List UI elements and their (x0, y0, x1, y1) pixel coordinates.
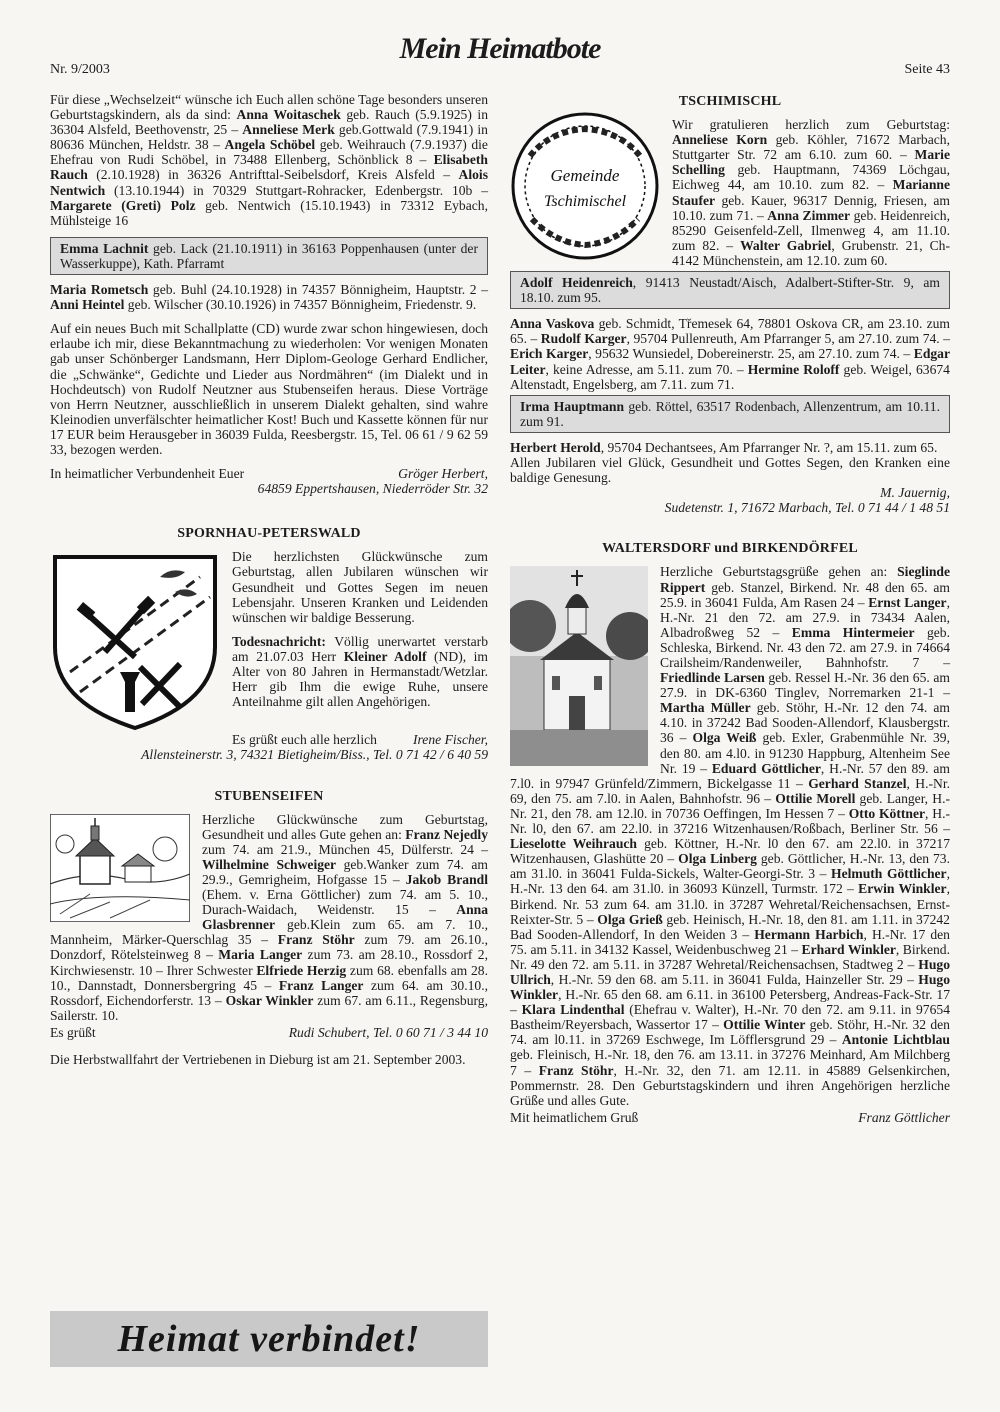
book-announcement: Auf ein neues Buch mit Schallplatte (CD) wurde zwar schon hingewiesen, doch erlaube ich mir, diese Bekanntmachung zu wiederholen: Vor wenigen Monaten gab unser Schönberger Landsmann, Herr Diplom-Geologe Gerhard Endlicher, die „Schwänke“, Gedichte und Lieder aus Nordmähren“ (im Dialekt und in Hochdeutsch) von Rudolf Neutzner aus Stubenseifen heraus. Diese Vorträge von Herrn Neutzner, ausschließlich in unserem Dialekt gehalten, sind wahre Kleinodien unverfälschter heimatlicher Kost! Buch und Kassette können für nur 17 EUR beim Herausgeber in 36039 Fulda, Reesbergstr. 15, Tel. 06 61 / 9 62 59 33, bezogen werden. (50, 321, 488, 457)
signature-fischer: Es grüßt euch alle herzlich Irene Fischer, Allensteinerstr. 3, 74321 Bietigheim/Biss., Tel. 0 71 42 / 6 40 59 (141, 732, 488, 763)
stubenseifen-birthdays: Herzliche Glückwünsche zum Geburtstag, Gesundheit und alles Gute gehen an: Franz Nejedly zum 74. am 21.9., München 45, Dülferstr. 24 – Wilhelmine Schweiger geb.Wanker zum 74. am 29.9., Gemrigheim, Hofgasse 15 – Jakob Brandl (Ehem. v. Erna Göttlicher) zum 74. am 5. 10., Durach-Waidach, Weidenstr. 15 – Anna Glasbrenner geb.Klein zum 65. am 7. 10., Mannheim, Märker-Querschlag 35 – Franz Stöhr zum 79. am 26.10., Donzdorf, Rötelsteinweg 8 – Maria Langer zum 73. am 28.10., Rossdorf 2, Kirchwiesenstr. 10 – Ihrer Schwester Elfriede Herzig zum 68. ebenfalls am 28. 10., Dannstadt, Donnersbergring 45 – Franz Langer zum 64. am 30.10., Rossdorf, Eichendorferstr. 13 – Oskar Winkler zum 67. am 6.11., Regensburg, Sailerstr. 10. (50, 811, 489, 1023)
signature-groeger: In heimatlicher Verbundenheit Euer Gröger Herbert, 64859 Eppertshausen, Niederröder Str. 32 (50, 466, 488, 497)
page-header (50, 30, 950, 82)
signature-goettlicher: Mit heimatlichem Gruß Franz Göttlicher (510, 1109, 950, 1125)
heimat-verbindet-banner: Heimat verbindet! (50, 1311, 488, 1367)
highlight-box-emma-lachnit: Emma Lachnit geb. Lack (21.10.1911) in 36163 Poppenhausen (unter der Wasserkuppe), Kath. Pfarramt (50, 237, 488, 275)
coat-of-arms-image (50, 552, 220, 732)
spornhau-death-notice: Todesnachricht: Völlig unerwartet verstarb am 21.07.03 Herr Kleiner Adolf (ND), im Alter von 80 Jahren in Hermanstadt/Wetzlar. Herr gib Ihm die ewige Ruhe, unsere Anteilnahme gilt allen Angehörigen. (232, 633, 488, 710)
highlight-box-adolf-heidenreich: Adolf Heidenreich, 91413 Neustadt/Aisch, Adalbert-Stifter-Str. 9, am 18.10. zum 95. (510, 271, 950, 309)
section-title-stubenseifen: STUBENSEIFEN (214, 788, 324, 804)
tschimischl-closing: Allen Jubilaren viel Glück, Gesundheit und Gottes Segen, den Kranken eine baldige Genesung. (510, 454, 950, 486)
tschimischl-birthdays-2: Anna Vaskova geb. Schmidt, Třemesek 64, 78801 Oskova CR, am 23.10. zum 65. – Rudolf Karger, 95704 Pullenreuth, Am Pfarranger 5, am 27.10. zum 74. – Erich Karger, 95632 Wunsiedel, Dobereinerstr. 25, am 27.10. zum 74. – Edgar Leiter, keine Adresse, am 5.11. zum 70. – Hermine Roloff geb. Weigel, 63674 Altenstadt, Engelsberg, am 7.11. zum 71. (510, 316, 951, 392)
highlight-box-irma-hauptmann: Irma Hauptmann geb. Röttel, 63517 Rodenbach, Allenzentrum, am 10.11. zum 91. (510, 395, 950, 433)
birthdays-boennigheim: Maria Rometsch geb. Buhl (24.10.1928) in 74357 Bönnigheim, Hauptstr. 2 – Anni Heintel geb. Wilscher (30.10.1926) in 74357 Bönnigheim, Friedenstr. 9. (50, 282, 489, 313)
left-column (50, 92, 488, 1076)
section-title-waltersdorf: WALTERSDORF und BIRKENDÖRFEL (602, 541, 858, 557)
pilgrimage-notice: Die Herbstwallfahrt der Vertriebenen in Dieburg ist am 21. September 2003. (50, 1052, 466, 1068)
chapel-photo (510, 566, 648, 766)
seal-word-gemeinde: Gemeinde (550, 166, 620, 186)
tschimischl-birthdays-3: Herbert Herold, 95704 Dechantsees, Am Pfarranger Nr. ?, am 15.11. zum 65. (510, 439, 938, 455)
waltersdorf-birthdays: Herzliche Geburtstagsgrüße gehen an: Sieglinde Rippert geb. Stanzel, Birkend. Nr. 48 den 65. am 25.9. in 36041 Fulda, Am Rasen 24 – Ernst Langer, H.-Nr. 21 den 72. am 27.9. in 73434 Aalen, Albadroßweg 52 – Emma Hintermeier geb. Schleska, Birkend. Nr. 43 den 72. am 27.9. in 74664 Crailsheim/Randenweiler, Bahnhofstr. 7 – Friedlinde Larsen geb. Ressel H.-Nr. 36 den 65. am 27.9. in DK-6360 Tinglev, Norremarken 21-1 – Martha Müller geb. Stöhr, H.-Nr. 12 den 74. am 4.10. in 37242 Bad Sooden-Allendorf, Klausbergstr. 36 – Olga Weiß geb. Exler, Grabenmühle Nr. 39, den 80. am 4.l0. in 91230 Happburg, Altenheim See Nr. 19 – Eduard Göttlicher, H.-Nr. 57 den 89. am 7.l0. in 97947 Grünfeld/Zimmern, Bickelgasse 11 – Gerhard Stanzel, H.-Nr. 69, den 75. am 7.l0. in Aalen, Bahnhofstr. 96 – Ottilie Morell geb. Langer, H.-Nr. 21, den 78. am 12.l0. in 70736 Oeffingen, Im Hessen 7 – Otto Köttner, H.-Nr. l0, den 67. am 22.l0. in 37216 Witzenhausen/Roßbach, Berliner Str. 56 – Lieselotte Weihrauch geb. Köttner, H.-Nr. l0 den 67. am 22.l0. in 37217 Witzenhausen, Glashütte 20 – Olga Linberg geb. Göttlicher, H.-Nr. 13, den 73. am 31.l0. in 36041 Fulda-Sickels, Walter-Georgi-Str. 3 – Helmuth Göttlicher, H.-Nr. 13 den 64. am 31.l0. in 36093 Künzell, Turmstr. 172 – Erwin Winkler, Birkend. Nr. 53 zum 64. am 31.l0. in 37287 Wehretal/Reichensachsen, Ernst-Reixter-Str. 5 – Olga Grieß geb. Heinisch, H.-Nr. 18, den 81. am 1.11. in 37242 Bad Sooden-Allendorf, In den Weiden 3 – Hermann Harbich, H.-Nr. 17 den 75. am 5.11. in 34132 Kassel, Weidenbuschweg 21 – Erhard Winkler, Birkend. Nr. 49 den 72. am 5.11. in 37287 Wehretal/Reichensachsen, Stadtweg 2 – Hugo Ullrich, H.-Nr. 59 den 68. am 5.11. in 36041 Fulda, Hainzeller Str. 29 – Hugo Winkler, H.-Nr. 65 den 68. am 6.11. in 36100 Petersberg, Andreas-Fack-Str. 17 – Klara Lindenthal (Ehefrau v. Walter), H.-Nr. 70 den 72. am 9.11. in 97654 Bastheim/Reyersbach, Wassertor 17 – Ottilie Winter geb. Stöhr, H.-Nr. 32 den 74. am l0.11. in 37269 Eschwege, Im Löfflersgrund 29 – Antonie Lichtblau geb. Fleinisch, H.-Nr. 18, den 76. am 13.11. in 37276 Meinhard, Am Milchberg 7 – Franz Stöhr, H.-Nr. 32, den 71. am 12.11. in 45889 Gelsenkirchen, Pommernstr. 28. Den Geburtstagskindern und ihren Angehörigen herzliche Grüße und alles Gute. (510, 564, 951, 1108)
masthead-logo: Mein Heimatbote (399, 32, 601, 65)
signature-jauernig: M. Jauernig, Sudetenstr. 1, 71672 Marbach, Tel. 0 71 44 / 1 48 51 (664, 485, 950, 516)
right-column (510, 92, 950, 1125)
seal-word-tschimischel: Tschimischel (543, 193, 627, 211)
gemeinde-tschimischel-seal (510, 111, 660, 261)
issue-number: Nr. 9/2003 (50, 62, 110, 77)
signature-schubert: Es grüßt Rudi Schubert, Tel. 0 60 71 / 3 44 10 (50, 1024, 488, 1040)
section-title-tschimischl: TSCHIMISCHL (678, 94, 782, 109)
section-title-spornhau: SPORNHAU-PETERSWALD (177, 526, 361, 542)
page-number: Seite 43 (904, 62, 950, 77)
village-sketch-image (50, 814, 190, 922)
intro-birthdays: Für diese „Wechselzeit“ wünsche ich Euch allen schöne Tage besonders unseren Geburtstagskindern, als da sind: Anna Woitaschek geb. Rauch (5.9.1925) in 36304 Alsfeld, Beethovenstr, 25 – Anneliese Merk geb.Gottwald (7.9.1941) in 80636 München, Heldstr. 38 – Angela Schöbel geb. Weihrauch (7.9.1937) die Ehefrau von Rudi Schöbel, in 73488 Ellenberg, Schönblick 8 – Elisabeth Rauch (2.10.1928) in 36326 Antrifttal-Seibelsdorf, Kreis Alsfeld – Alois Nentwich (13.10.1944) in 70329 Stuttgart-Rohracker, Edenbergstr. 10b – Margarete (Greti) Polz geb. Nentwich (15.10.1943) in 73312 Eybach, Mühlsteige 16 (50, 92, 488, 228)
tschimischl-birthdays: Wir gratulieren herzlich zum Geburtstag: Anneliese Korn geb. Köhler, 71672 Marbach, Stuttgarter Str. 72 am 6.10. zum 60. – Marie Schelling geb. Hauptmann, 74369 Löchgau, Eichweg 44, am 10.10. zum 82. – Marianne Staufer geb. Kauer, 96317 Dennig, Friesen, am 10.10. zum 71. – Anna Zimmer geb. Heidenreich, 85290 Geisenfeld-Zell, Ilmenweg 4, am 11.10. zum 82. – Walter Gabriel, Grubenstr. 21, Ch-4142 Münchenstein, am 12.10. zum 60. (672, 117, 950, 268)
spornhau-wishes: Die herzlichsten Glückwünsche zum Geburtstag, allen Jubilaren wünschen wir Gesundheit und Gottes Segen im neuen Lebensjahr. Unseren Kranken und Leidenden wünschen wir baldige Besserung. (232, 549, 488, 625)
